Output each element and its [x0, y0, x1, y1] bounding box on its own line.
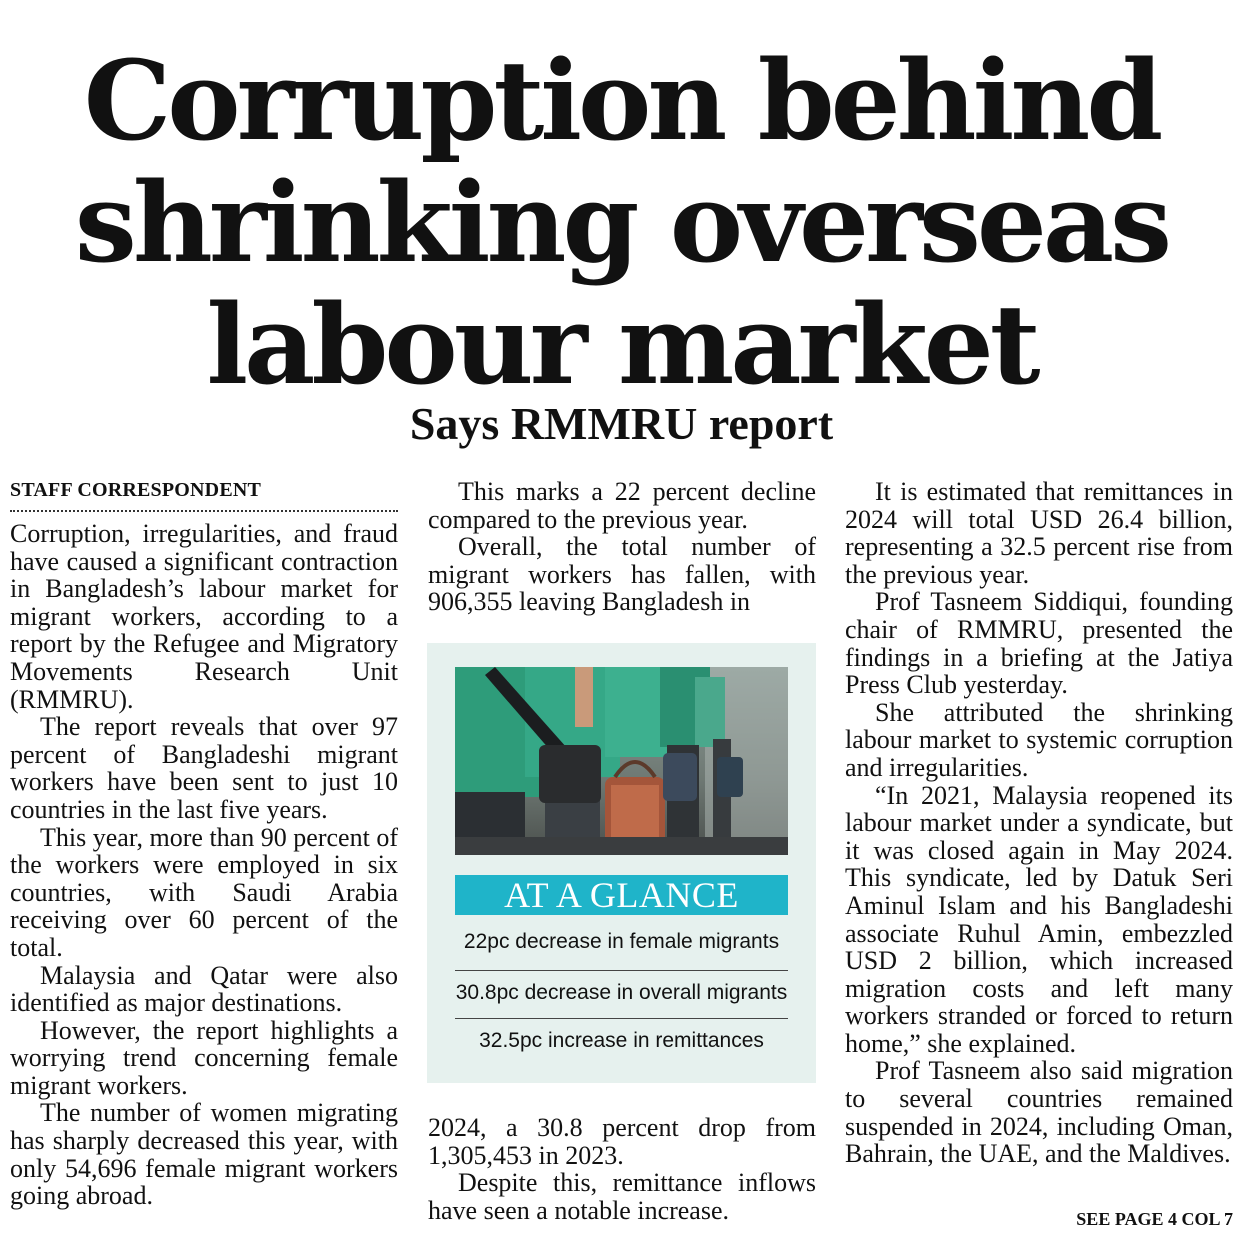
article-column-2-bottom	[428, 1114, 816, 1224]
paragraph: 2024, a 30.8 percent drop from 1,305,453 in 2023.	[428, 1113, 816, 1170]
headline: Corruption behind shrinking overseas labour market	[74, 36, 1169, 409]
paragraph: “In 2021, Malaysia reopened its labour market under a syndicate, but it was closed again in May 2024. This syndicate, led by Datuk Seri Aminul Islam and his Bangladeshi associate Ruhul Amin, embezzled USD 2 billion, which increased migration costs and left many workers stranded or forced to return home,” she explained.	[845, 780, 1233, 1058]
glance-item: 30.8pc decrease in overall migrants	[455, 981, 788, 1004]
article-column-1	[10, 478, 398, 1210]
paragraph: This marks a 22 percent decline compared to the previous year.	[428, 477, 816, 534]
byline: STAFF CORRESPONDENT	[10, 478, 398, 512]
paragraph: The number of women migrating has sharply decreased this year, with only 54,696 female migrant workers going abroad.	[10, 1098, 398, 1211]
continuation-note: SEE PAGE 4 COL 7	[1076, 1209, 1233, 1229]
paragraph: It is estimated that remittances in 2024 will total USD 26.4 billion, representing a 32.5 percent rise from the previous year.	[845, 477, 1233, 589]
at-a-glance-box	[427, 643, 816, 1083]
paragraph: However, the report highlights a worrying trend concerning female migrant workers.	[10, 1015, 398, 1100]
paragraph: The report reveals that over 97 percent of Bangladeshi migrant workers have been sent to just 10 countries in the last five years.	[10, 712, 398, 824]
paragraph: Prof Tasneem Siddiqui, founding chair of RMMRU, presented the findings in a briefing at the Jatiya Press Club yesterday.	[845, 587, 1233, 700]
paragraph: Corruption, irregularities, and fraud have caused a significant contraction in Bangladesh’s labour market for migrant workers, according to a report by the Refugee and Migratory Movements Research Unit (RMMRU).	[10, 519, 398, 714]
glance-item: 22pc decrease in female migrants	[463, 930, 780, 953]
glance-item: 32.5pc increase in remittances	[479, 1029, 764, 1052]
paragraph: Overall, the total number of migrant workers has fallen, with 906,355 leaving Bangladesh in	[428, 532, 816, 617]
paragraph: She attributed the shrinking labour market to systemic corruption and irregularities.	[845, 697, 1233, 782]
article-column-3	[845, 478, 1233, 1168]
glance-title: AT A GLANCE	[455, 875, 788, 915]
paragraph: Malaysia and Qatar were also identified as major destinations.	[10, 960, 398, 1018]
photo-migrant-workers	[455, 667, 788, 855]
subheadline: Says RMMRU report	[409, 398, 834, 449]
paragraph: This year, more than 90 percent of the workers were employed in six countries, with Saudi Arabia receiving over 60 percent of the total.	[10, 822, 398, 962]
paragraph: Prof Tasneem also said migration to several countries remained suspended in 2024, including Oman, Bahrain, the UAE, and the Maldives.	[845, 1056, 1233, 1169]
article-column-2-top	[428, 478, 816, 616]
paragraph: Despite this, remittance inflows have seen a notable increase.	[428, 1168, 816, 1225]
